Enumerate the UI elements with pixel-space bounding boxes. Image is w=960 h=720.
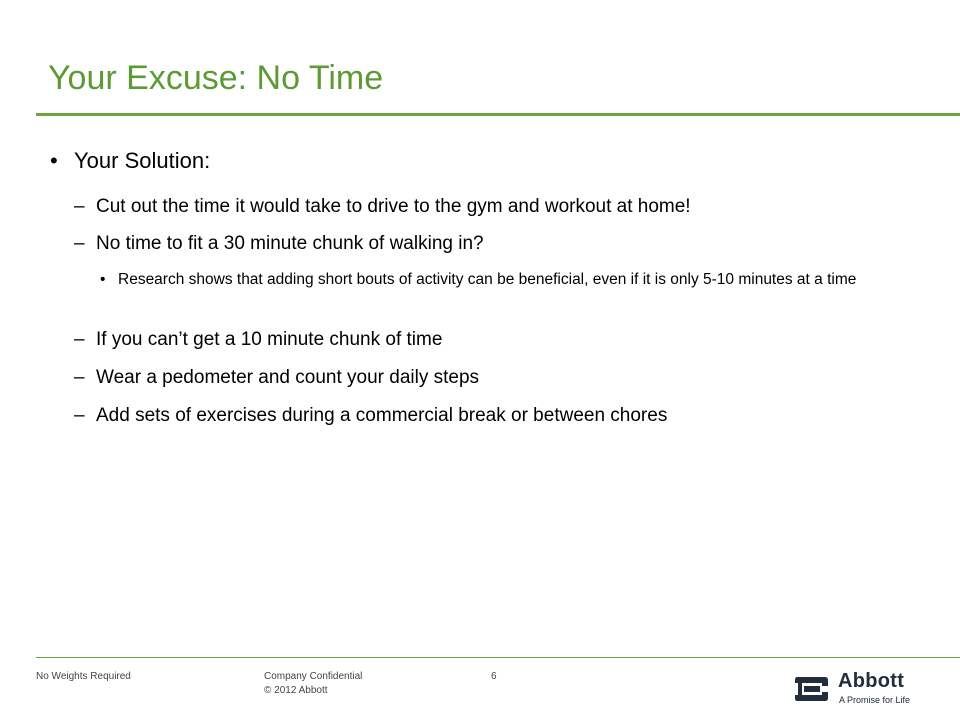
footer-divider: [36, 657, 960, 658]
bullet-text: Your Solution:: [74, 148, 211, 173]
dot-marker: •: [100, 271, 106, 288]
abbott-logo: [794, 670, 924, 710]
bullet-marker: •: [50, 148, 58, 173]
footer-copyright: © 2012 Abbott: [264, 685, 328, 696]
dash-marker: –: [74, 233, 85, 254]
footer-page-number: 6: [491, 671, 497, 682]
sub-bullet-text: Cut out the time it would take to drive to the gym and workout at home!: [96, 196, 691, 217]
sub-bullet-text: Add sets of exercises during a commercial break or between chores: [96, 405, 668, 426]
sub-bullet-text: If you can’t get a 10 minute chunk of time: [96, 329, 443, 350]
dash-marker: –: [74, 196, 85, 217]
logo-tagline: A Promise for Life: [839, 695, 911, 705]
dash-marker: –: [74, 405, 85, 426]
footer-presentation-name: No Weights Required: [36, 671, 131, 682]
sub-sub-bullet-text: Research shows that adding short bouts of activity can be beneficial, even if it is only 5-10 minutes at a time: [118, 271, 857, 288]
logo-wordmark: Abbott: [838, 670, 905, 692]
slide-title: Your Excuse: No Time: [48, 59, 384, 97]
dash-marker: –: [74, 329, 85, 350]
abbott-logo-icon: [794, 673, 830, 705]
footer-confidential: Company Confidential: [264, 671, 363, 682]
dash-marker: –: [74, 367, 85, 388]
title-divider: [36, 113, 960, 116]
sub-bullet-text: No time to fit a 30 minute chunk of walking in?: [96, 233, 484, 254]
sub-sub-bullet-item: [100, 268, 890, 292]
sub-bullet-text: Wear a pedometer and count your daily steps: [96, 367, 480, 388]
